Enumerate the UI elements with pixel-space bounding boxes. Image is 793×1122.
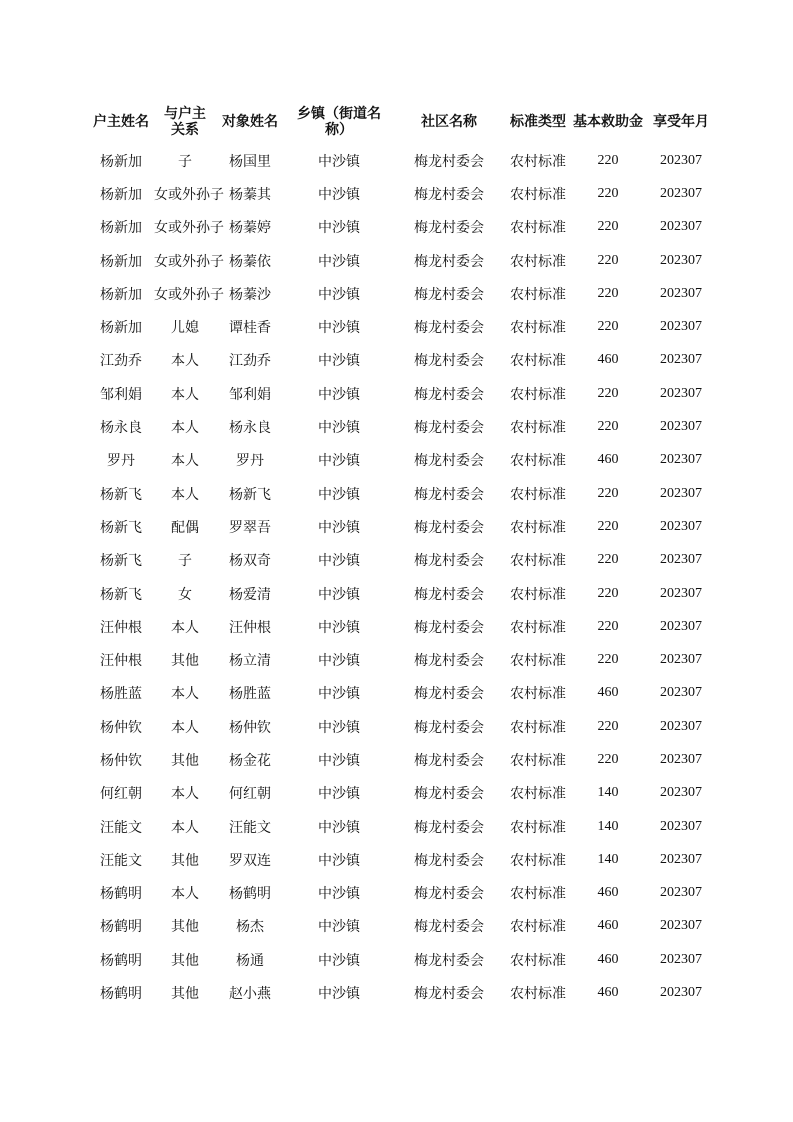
cell-basic-relief: 220: [597, 652, 619, 668]
table-row: [88, 943, 718, 976]
cell-recipient-name: 赵小燕: [229, 986, 271, 1003]
cell-recipient-name: 罗翠吾: [229, 519, 271, 536]
cell-township: 中沙镇: [318, 819, 360, 836]
cell-community: 梅龙村委会: [414, 819, 484, 836]
cell-household-head: 杨仲钦: [100, 752, 142, 769]
cell-standard-type: 农村标准: [510, 786, 566, 803]
table-row: [88, 577, 718, 610]
cell-community: 梅龙村委会: [414, 719, 484, 736]
cell-relation: 本人: [171, 353, 199, 370]
cell-basic-relief: 220: [597, 618, 619, 634]
cell-township: 中沙镇: [318, 719, 360, 736]
cell-period: 202307: [660, 419, 702, 435]
cell-household-head: 杨新飞: [100, 586, 142, 603]
cell-relation: 本人: [171, 819, 199, 836]
cell-period: 202307: [660, 652, 702, 668]
cell-household-head: 杨新加: [100, 186, 142, 203]
cell-township: 中沙镇: [318, 852, 360, 869]
cell-relation: 女或外孙子: [154, 286, 224, 303]
cell-community: 梅龙村委会: [414, 353, 484, 370]
cell-community: 梅龙村委会: [414, 486, 484, 503]
cell-recipient-name: 杨爱清: [229, 586, 271, 603]
cell-recipient-name: 罗丹: [236, 453, 264, 470]
cell-relation: 其他: [171, 952, 199, 969]
header-standard-type: 标准类型: [510, 114, 566, 130]
cell-standard-type: 农村标准: [510, 320, 566, 337]
cell-period: 202307: [660, 452, 702, 468]
cell-period: 202307: [660, 518, 702, 534]
cell-recipient-name: 杨双奇: [229, 553, 271, 570]
cell-period: 202307: [660, 319, 702, 335]
cell-standard-type: 农村标准: [510, 153, 566, 170]
cell-relation: 本人: [171, 386, 199, 403]
table-row: [88, 477, 718, 510]
table-row: [88, 643, 718, 676]
cell-basic-relief: 140: [597, 818, 619, 834]
table-row: [88, 877, 718, 910]
cell-basic-relief: 220: [597, 185, 619, 201]
cell-period: 202307: [660, 585, 702, 601]
cell-basic-relief: 460: [597, 918, 619, 934]
cell-relation: 子: [178, 553, 192, 570]
cell-basic-relief: 140: [597, 851, 619, 867]
cell-community: 梅龙村委会: [414, 886, 484, 903]
cell-household-head: 杨鹤明: [100, 919, 142, 936]
cell-recipient-name: 杨蓁沙: [229, 286, 271, 303]
table-row: [88, 710, 718, 743]
cell-basic-relief: 460: [597, 452, 619, 468]
cell-recipient-name: 杨永良: [229, 420, 271, 437]
cell-standard-type: 农村标准: [510, 586, 566, 603]
cell-community: 梅龙村委会: [414, 420, 484, 437]
cell-community: 梅龙村委会: [414, 619, 484, 636]
cell-household-head: 杨新飞: [100, 553, 142, 570]
cell-community: 梅龙村委会: [414, 220, 484, 237]
cell-township: 中沙镇: [318, 886, 360, 903]
cell-household-head: 罗丹: [107, 453, 135, 470]
cell-household-head: 杨鹤明: [100, 886, 142, 903]
cell-household-head: 杨永良: [100, 420, 142, 437]
cell-household-head: 杨新加: [100, 286, 142, 303]
cell-standard-type: 农村标准: [510, 186, 566, 203]
cell-township: 中沙镇: [318, 619, 360, 636]
cell-township: 中沙镇: [318, 486, 360, 503]
cell-relation: 本人: [171, 719, 199, 736]
cell-period: 202307: [660, 685, 702, 701]
cell-household-head: 杨鹤明: [100, 952, 142, 969]
document-sheet: [88, 100, 718, 1010]
cell-recipient-name: 杨仲钦: [229, 719, 271, 736]
cell-township: 中沙镇: [318, 253, 360, 270]
table-row: [88, 444, 718, 477]
relief-table: [88, 100, 718, 1010]
cell-recipient-name: 杨通: [236, 952, 264, 969]
header-basic-relief: 基本救助金: [573, 114, 643, 130]
cell-household-head: 汪仲根: [100, 619, 142, 636]
cell-basic-relief: 220: [597, 152, 619, 168]
cell-basic-relief: 220: [597, 485, 619, 501]
cell-standard-type: 农村标准: [510, 752, 566, 769]
cell-household-head: 杨新飞: [100, 486, 142, 503]
cell-period: 202307: [660, 951, 702, 967]
cell-township: 中沙镇: [318, 952, 360, 969]
cell-community: 梅龙村委会: [414, 752, 484, 769]
cell-standard-type: 农村标准: [510, 253, 566, 270]
cell-period: 202307: [660, 618, 702, 634]
cell-relation: 其他: [171, 986, 199, 1003]
cell-relation: 本人: [171, 619, 199, 636]
cell-basic-relief: 140: [597, 785, 619, 801]
cell-period: 202307: [660, 152, 702, 168]
cell-recipient-name: 杨胜蓝: [229, 686, 271, 703]
cell-standard-type: 农村标准: [510, 719, 566, 736]
cell-period: 202307: [660, 918, 702, 934]
cell-township: 中沙镇: [318, 320, 360, 337]
cell-basic-relief: 460: [597, 352, 619, 368]
cell-basic-relief: 460: [597, 951, 619, 967]
cell-township: 中沙镇: [318, 453, 360, 470]
cell-basic-relief: 220: [597, 385, 619, 401]
table-row: [88, 211, 718, 244]
table-row: [88, 910, 718, 943]
cell-relation: 本人: [171, 420, 199, 437]
cell-relation: 女或外孙子: [154, 186, 224, 203]
table-header-row: [88, 100, 718, 144]
cell-basic-relief: 220: [597, 319, 619, 335]
cell-relation: 本人: [171, 886, 199, 903]
cell-relation: 本人: [171, 686, 199, 703]
cell-relation: 其他: [171, 852, 199, 869]
cell-basic-relief: 220: [597, 552, 619, 568]
table-row: [88, 544, 718, 577]
cell-household-head: 汪能文: [100, 852, 142, 869]
cell-township: 中沙镇: [318, 553, 360, 570]
cell-relation: 其他: [171, 653, 199, 670]
header-recipient-name: 对象姓名: [222, 114, 278, 130]
cell-township: 中沙镇: [318, 220, 360, 237]
cell-community: 梅龙村委会: [414, 919, 484, 936]
cell-recipient-name: 何红朝: [229, 786, 271, 803]
cell-township: 中沙镇: [318, 986, 360, 1003]
cell-community: 梅龙村委会: [414, 553, 484, 570]
cell-period: 202307: [660, 219, 702, 235]
cell-period: 202307: [660, 785, 702, 801]
cell-community: 梅龙村委会: [414, 320, 484, 337]
cell-relation: 本人: [171, 486, 199, 503]
header-community: 社区名称: [421, 114, 477, 130]
cell-relation: 子: [178, 153, 192, 170]
cell-standard-type: 农村标准: [510, 819, 566, 836]
cell-household-head: 杨仲钦: [100, 719, 142, 736]
cell-community: 梅龙村委会: [414, 686, 484, 703]
cell-household-head: 杨新加: [100, 153, 142, 170]
cell-standard-type: 农村标准: [510, 220, 566, 237]
cell-standard-type: 农村标准: [510, 986, 566, 1003]
cell-standard-type: 农村标准: [510, 353, 566, 370]
cell-recipient-name: 邹利娟: [229, 386, 271, 403]
cell-period: 202307: [660, 252, 702, 268]
cell-period: 202307: [660, 485, 702, 501]
cell-standard-type: 农村标准: [510, 852, 566, 869]
cell-period: 202307: [660, 851, 702, 867]
cell-household-head: 杨新加: [100, 253, 142, 270]
table-row: [88, 843, 718, 876]
header-township: 乡镇（街道名称）: [297, 106, 381, 138]
cell-community: 梅龙村委会: [414, 653, 484, 670]
cell-basic-relief: 220: [597, 285, 619, 301]
cell-township: 中沙镇: [318, 186, 360, 203]
cell-standard-type: 农村标准: [510, 919, 566, 936]
cell-period: 202307: [660, 985, 702, 1001]
cell-household-head: 江劲乔: [100, 353, 142, 370]
cell-standard-type: 农村标准: [510, 519, 566, 536]
cell-community: 梅龙村委会: [414, 986, 484, 1003]
cell-period: 202307: [660, 285, 702, 301]
cell-relation: 女或外孙子: [154, 253, 224, 270]
cell-township: 中沙镇: [318, 519, 360, 536]
cell-recipient-name: 江劲乔: [229, 353, 271, 370]
table-row: [88, 310, 718, 343]
table-row: [88, 677, 718, 710]
cell-community: 梅龙村委会: [414, 952, 484, 969]
cell-basic-relief: 220: [597, 751, 619, 767]
table-body: [88, 144, 718, 1010]
cell-township: 中沙镇: [318, 353, 360, 370]
table-row: [88, 244, 718, 277]
cell-household-head: 杨新加: [100, 220, 142, 237]
cell-township: 中沙镇: [318, 686, 360, 703]
cell-basic-relief: 460: [597, 685, 619, 701]
cell-township: 中沙镇: [318, 420, 360, 437]
cell-household-head: 杨鹤明: [100, 986, 142, 1003]
cell-recipient-name: 杨蓁依: [229, 253, 271, 270]
cell-period: 202307: [660, 818, 702, 834]
cell-standard-type: 农村标准: [510, 386, 566, 403]
table-row: [88, 610, 718, 643]
cell-relation: 女或外孙子: [154, 220, 224, 237]
cell-standard-type: 农村标准: [510, 486, 566, 503]
cell-basic-relief: 460: [597, 885, 619, 901]
cell-household-head: 汪能文: [100, 819, 142, 836]
table-row: [88, 777, 718, 810]
cell-standard-type: 农村标准: [510, 952, 566, 969]
table-row: [88, 743, 718, 776]
header-relation: 与户主关系: [164, 106, 206, 138]
cell-recipient-name: 杨蓁其: [229, 186, 271, 203]
cell-standard-type: 农村标准: [510, 420, 566, 437]
table-row: [88, 377, 718, 410]
cell-period: 202307: [660, 352, 702, 368]
table-row: [88, 410, 718, 443]
cell-period: 202307: [660, 751, 702, 767]
cell-standard-type: 农村标准: [510, 553, 566, 570]
cell-township: 中沙镇: [318, 653, 360, 670]
cell-recipient-name: 杨国里: [229, 153, 271, 170]
cell-standard-type: 农村标准: [510, 286, 566, 303]
cell-household-head: 杨新加: [100, 320, 142, 337]
cell-recipient-name: 汪能文: [229, 819, 271, 836]
cell-standard-type: 农村标准: [510, 619, 566, 636]
cell-relation: 其他: [171, 919, 199, 936]
cell-recipient-name: 杨金花: [229, 752, 271, 769]
table-row: [88, 177, 718, 210]
cell-recipient-name: 杨杰: [236, 919, 264, 936]
cell-relation: 儿媳: [171, 320, 199, 337]
cell-household-head: 杨新飞: [100, 519, 142, 536]
cell-standard-type: 农村标准: [510, 653, 566, 670]
cell-recipient-name: 杨蓁婷: [229, 220, 271, 237]
cell-township: 中沙镇: [318, 386, 360, 403]
cell-period: 202307: [660, 385, 702, 401]
cell-township: 中沙镇: [318, 752, 360, 769]
cell-standard-type: 农村标准: [510, 886, 566, 903]
cell-community: 梅龙村委会: [414, 519, 484, 536]
cell-relation: 女: [178, 586, 192, 603]
cell-standard-type: 农村标准: [510, 686, 566, 703]
cell-relation: 本人: [171, 453, 199, 470]
cell-relation: 配偶: [171, 519, 199, 536]
cell-community: 梅龙村委会: [414, 586, 484, 603]
cell-relation: 其他: [171, 752, 199, 769]
cell-community: 梅龙村委会: [414, 386, 484, 403]
cell-household-head: 杨胜蓝: [100, 686, 142, 703]
cell-household-head: 汪仲根: [100, 653, 142, 670]
table-row: [88, 976, 718, 1009]
table-row: [88, 510, 718, 543]
cell-household-head: 何红朝: [100, 786, 142, 803]
cell-basic-relief: 220: [597, 518, 619, 534]
cell-community: 梅龙村委会: [414, 153, 484, 170]
cell-period: 202307: [660, 552, 702, 568]
cell-recipient-name: 杨新飞: [229, 486, 271, 503]
header-period: 享受年月: [653, 114, 709, 130]
cell-township: 中沙镇: [318, 786, 360, 803]
cell-period: 202307: [660, 185, 702, 201]
cell-community: 梅龙村委会: [414, 453, 484, 470]
cell-basic-relief: 220: [597, 252, 619, 268]
cell-recipient-name: 罗双连: [229, 852, 271, 869]
cell-standard-type: 农村标准: [510, 453, 566, 470]
cell-basic-relief: 220: [597, 419, 619, 435]
table-row: [88, 344, 718, 377]
cell-community: 梅龙村委会: [414, 852, 484, 869]
cell-recipient-name: 汪仲根: [229, 619, 271, 636]
cell-basic-relief: 460: [597, 985, 619, 1001]
cell-recipient-name: 杨立清: [229, 653, 271, 670]
cell-community: 梅龙村委会: [414, 786, 484, 803]
header-household-head: 户主姓名: [93, 114, 149, 130]
table-row: [88, 277, 718, 310]
cell-township: 中沙镇: [318, 586, 360, 603]
cell-period: 202307: [660, 885, 702, 901]
table-row: [88, 144, 718, 177]
cell-basic-relief: 220: [597, 585, 619, 601]
cell-household-head: 邹利娟: [100, 386, 142, 403]
cell-community: 梅龙村委会: [414, 186, 484, 203]
cell-recipient-name: 谭桂香: [229, 320, 271, 337]
cell-period: 202307: [660, 718, 702, 734]
table-row: [88, 810, 718, 843]
cell-basic-relief: 220: [597, 718, 619, 734]
cell-recipient-name: 杨鹤明: [229, 886, 271, 903]
cell-community: 梅龙村委会: [414, 253, 484, 270]
cell-township: 中沙镇: [318, 153, 360, 170]
cell-township: 中沙镇: [318, 286, 360, 303]
cell-community: 梅龙村委会: [414, 286, 484, 303]
cell-relation: 本人: [171, 786, 199, 803]
cell-township: 中沙镇: [318, 919, 360, 936]
cell-basic-relief: 220: [597, 219, 619, 235]
